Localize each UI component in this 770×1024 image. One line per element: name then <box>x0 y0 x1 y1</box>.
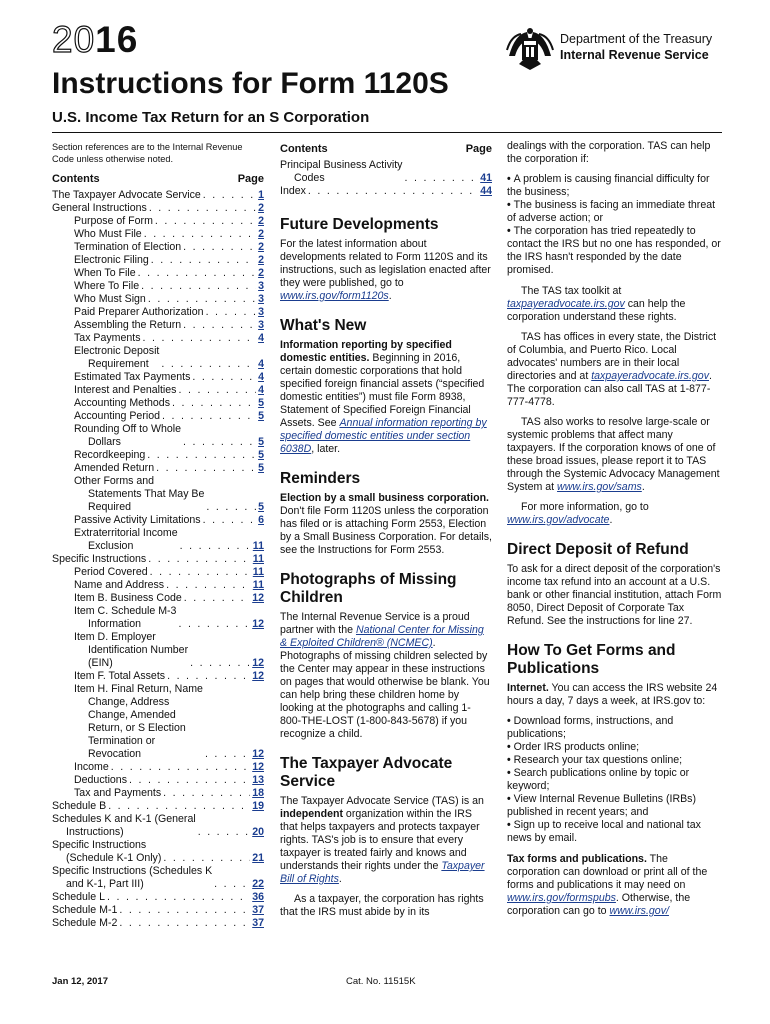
toc-entry-title: Tax Payments <box>74 332 141 344</box>
toc-entry[interactable] <box>52 319 264 332</box>
toc-leader <box>203 514 257 527</box>
toc-entry-title: Specific Instructions <box>52 553 147 565</box>
tas-help-list <box>507 173 722 277</box>
toc-page-link[interactable]: 2 <box>258 267 264 279</box>
toc-page-link[interactable]: 12 <box>252 761 264 773</box>
toc-entry[interactable] <box>52 228 264 241</box>
agency-block <box>560 31 712 63</box>
toc-intro: Section references are to the Internal Revenue Code unless otherwise noted. <box>52 142 243 164</box>
toc-leader <box>172 397 256 410</box>
list-item: • Research your tax questions online; <box>507 754 722 767</box>
toc-entry[interactable] <box>52 904 264 917</box>
toc-entry-title: Schedule B <box>52 800 107 812</box>
toc-leader <box>163 852 250 865</box>
toc-page-link[interactable]: 4 <box>258 371 264 383</box>
toc-entry[interactable] <box>52 332 264 345</box>
toc-leader <box>155 215 256 228</box>
taxpayer-advocate-link-2[interactable]: taxpayeradvocate.irs.gov <box>591 370 709 382</box>
toc-entry[interactable] <box>52 449 264 462</box>
list-item: • Download forms, instructions, and publications; <box>507 715 722 741</box>
toc-entry-title: Item B. Business Code <box>74 592 182 604</box>
document-subtitle: U.S. Income Tax Return for an S Corporation <box>52 109 370 126</box>
toc-entry-title: Name and Address <box>74 579 165 591</box>
toc-entry[interactable] <box>52 631 264 670</box>
toc-leader <box>161 358 256 371</box>
reminders-heading: Reminders <box>280 470 361 487</box>
toc-entry-title: General Instructions <box>52 202 147 214</box>
toc-entry-title: Item F. Total Assets <box>74 670 166 682</box>
toc-entry-title: Where To File <box>74 280 140 292</box>
list-item: • Sign up to receive local and national tax news by email. <box>507 819 722 845</box>
toc-leader <box>178 384 256 397</box>
tas-more-info: For more information, go to www.irs.gov/advocate. <box>507 501 649 526</box>
toc-list-continued <box>280 159 492 198</box>
toc-entry[interactable] <box>52 475 264 514</box>
list-item: • View Internal Revenue Bulletins (IRBs) published in recent years; and <box>507 793 722 819</box>
toc-entry-title: Schedule M-1 <box>52 904 118 916</box>
taxpayer-advocate-heading: The Taxpayer Advocate Service <box>280 755 453 790</box>
toc-page-link[interactable]: 6 <box>258 514 264 526</box>
agency-irs: Internal Revenue Service <box>560 48 709 62</box>
toc-page-link[interactable]: 22 <box>252 878 264 890</box>
toc-heading-page: Page <box>237 173 264 185</box>
toc-entry-title: Interest and Penalties <box>74 384 177 396</box>
forms-pubs-text: Tax forms and publications. The corporation can download or print all of the forms and publications it may need on www.irs.gov/formspubs. Otherwise, the corporation can go to www.irs.gov/ <box>507 853 708 917</box>
toc-entry[interactable] <box>280 185 492 198</box>
toc-entry[interactable] <box>280 159 492 185</box>
column-2 <box>280 142 492 926</box>
whats-new-text: Information reporting by specified domestic entities. Beginning in 2016, certain domestic corporations that hold specified foreign financial assets (“specified domestic entities”) must file Form 8938, Statement of Specified Foreign Financial Assets. See Annual information reporting by specified domestic entities under section 6038D, later. <box>280 339 487 455</box>
toc-entry-title: Item C. Schedule M-3 Information <box>74 605 177 630</box>
toc-entry-title: Deductions <box>74 774 127 786</box>
toc-leader <box>138 267 256 280</box>
toc-entry[interactable] <box>52 579 264 592</box>
toc-leader <box>143 332 257 345</box>
future-developments-text: For the latest information about developments related to Form 1120S and its instructions, such as legislation enacted after they were published, go to www.irs.gov/form1120s. <box>280 238 491 302</box>
toc-entry[interactable] <box>52 345 264 371</box>
toc-entry-title: Index <box>280 185 306 197</box>
footer-date: Jan 12, 2017 <box>52 976 108 987</box>
reminders-text: Election by a small business corporation. Don't file Form 1120S unless the corporation has filed or is attaching Form 2553, Election by a Small Business Corporation. For details, see the Instructions for Form 2553. <box>280 492 492 556</box>
toc-entry-title: Period Covered <box>74 566 148 578</box>
toc-page-link[interactable]: 1 <box>258 189 264 201</box>
toc-leader <box>148 553 251 566</box>
taxpayer-advocate-rights: As a taxpayer, the corporation has rights that the IRS must abide by in its <box>280 893 484 918</box>
toc-entry[interactable] <box>52 839 264 865</box>
direct-deposit-text: To ask for a direct deposit of the corporation's income tax refund into an account at a U.S. bank or other financial institution, attach Form 8050, Direct Deposit of Corporate Tax Refund. See the instructions for line 27. <box>507 563 722 627</box>
internet-text: Internet. You can access the IRS website 24 hours a day, 7 days a week, at IRS.gov to: <box>507 682 718 707</box>
toc-entry-title: Specific Instructions (Schedules K and K-1, Part III) <box>52 865 213 890</box>
toc-heading-page: Page <box>465 143 492 155</box>
toc-page-link[interactable]: 4 <box>258 358 264 370</box>
footer-cat-number: Cat. No. 11515K <box>346 976 416 987</box>
toc-page-link[interactable]: 21 <box>252 852 264 864</box>
toc-entry-title: Who Must File <box>74 228 142 240</box>
toc-page-link[interactable]: 4 <box>258 384 264 396</box>
toc-entry-title: Who Must Sign <box>74 293 146 305</box>
list-item: • Search publications online by topic or keyword; <box>507 767 722 793</box>
toc-page-link[interactable]: 18 <box>252 787 264 799</box>
toc-leader <box>206 306 257 319</box>
toc-entry[interactable] <box>52 306 264 319</box>
toc-page-link[interactable]: 5 <box>258 410 264 422</box>
toc-entry[interactable] <box>52 397 264 410</box>
toc-leader <box>149 202 256 215</box>
toc-leader <box>192 371 256 384</box>
toc-page-link[interactable]: 2 <box>258 215 264 227</box>
toc-page-link[interactable]: 2 <box>258 254 264 266</box>
toc-entry-title: Income <box>74 761 109 773</box>
toc-leader <box>206 501 256 514</box>
toc-entry[interactable] <box>52 371 264 384</box>
toc-page-link[interactable]: 2 <box>258 228 264 240</box>
toc-entry-title: Schedules K and K-1 (General Instructions) <box>52 813 196 838</box>
toc-leader <box>129 774 250 787</box>
toc-leader <box>107 891 250 904</box>
missing-children-text: The Internal Revenue Service is a proud partner with the National Center for Missing & Exploited Children® (NCMEC). Photographs of missing children selected by the Center may appear in these instructions on pages that would otherwise be blank. You can help bring these children home by looking at the photographs and calling 1-800-THE-LOST (1-800-843-5678) if you recognize a child. <box>280 611 490 740</box>
toc-entry[interactable] <box>52 605 264 631</box>
toc-heading-continued <box>280 142 492 156</box>
toc-entry-title: Principal Business Activity Codes <box>280 159 403 184</box>
toc-entry-title: Purpose of Form <box>74 215 153 227</box>
column-1 <box>52 142 264 930</box>
direct-deposit-heading: Direct Deposit of Refund <box>507 541 689 558</box>
toc-entry[interactable] <box>52 800 264 813</box>
toc-entry[interactable] <box>52 761 264 774</box>
toc-entry-title: Schedule L <box>52 891 106 903</box>
get-forms-heading: How To Get Forms and Publications <box>507 642 676 677</box>
list-item: • A problem is causing financial difficulty for the business; <box>507 173 722 199</box>
toc-leader <box>184 592 250 605</box>
toc-leader <box>119 904 250 917</box>
toc-page-link[interactable]: 41 <box>480 172 492 184</box>
toc-leader <box>183 241 256 254</box>
toc-page-link[interactable]: 12 <box>252 670 264 682</box>
toc-leader <box>183 436 256 449</box>
internet-list <box>507 715 722 845</box>
toc-leader <box>214 878 250 891</box>
toc-leader <box>147 449 256 462</box>
toc-entry[interactable] <box>52 215 264 228</box>
toc-page-link[interactable]: 3 <box>258 293 264 305</box>
toc-leader <box>167 670 250 683</box>
toc-page-link[interactable]: 2 <box>258 202 264 214</box>
taxpayer-advocate-text: The Taxpayer Advocate Service (TAS) is an independent organization within the IRS that helps taxpayers and protects taxpayer rights. TAS's job is to ensure that every taxpayer is treated fairly and knows and understands their rights under the Taxpayer Bill of Rights. <box>280 795 485 885</box>
toc-leader <box>111 761 250 774</box>
tas-systemic: TAS also works to resolve large-scale or systemic problems that affect many taxpayers. If the corporation knows of one of these broad issues, please report it to TAS through the Systemic Advocacy Management System at www.irs.gov/sams. <box>507 416 720 493</box>
toc-page-link[interactable]: 5 <box>258 449 264 461</box>
toc-leader <box>119 917 250 930</box>
toc-heading-contents: Contents <box>280 143 328 155</box>
toc-entry-title: Item D. Employer Identification Number (EIN) <box>74 631 189 669</box>
toc-leader <box>150 566 251 579</box>
bill-of-rights-link[interactable]: Taxpayer Bill of Rights <box>280 860 485 885</box>
toc-page-link[interactable]: 3 <box>258 280 264 292</box>
form1120s-link[interactable]: www.irs.gov/form1120s <box>280 290 389 302</box>
tax-year <box>52 20 138 60</box>
toc-page-link[interactable]: 12 <box>252 618 264 630</box>
toc-entry[interactable] <box>52 254 264 267</box>
toc-entry[interactable] <box>52 774 264 787</box>
toc-page-link[interactable]: 11 <box>252 540 264 552</box>
toc-entry[interactable] <box>52 293 264 306</box>
toc-heading <box>52 172 264 186</box>
toc-entry[interactable] <box>52 917 264 930</box>
toc-leader <box>203 189 256 202</box>
toc-entry[interactable] <box>52 241 264 254</box>
toc-entry[interactable] <box>52 787 264 800</box>
toc-entry[interactable] <box>52 410 264 423</box>
toc-page-link[interactable]: 5 <box>258 501 264 513</box>
toc-entry[interactable] <box>52 189 264 202</box>
toc-entry-title: When To File <box>74 267 136 279</box>
toc-page-link[interactable]: 5 <box>258 397 264 409</box>
toc-entry[interactable] <box>52 592 264 605</box>
toc-leader <box>156 462 256 475</box>
toc-entry[interactable] <box>52 670 264 683</box>
toc-leader <box>178 618 250 631</box>
tax-year-bold: 16 <box>95 19 139 60</box>
toc-entry-title: Passive Activity Limitations <box>74 514 201 526</box>
tas-continued: dealings with the corporation. TAS can help the corporation if: <box>507 140 711 165</box>
toc-entry-title: Electronic Deposit Requirement <box>74 345 160 370</box>
toc-entry[interactable] <box>52 267 264 280</box>
toc-page-link[interactable]: 12 <box>252 657 264 669</box>
toc-entry-title: Estimated Tax Payments <box>74 371 191 383</box>
toc-entry-title: Amended Return <box>74 462 155 474</box>
agency-department: Department of the Treasury <box>560 32 713 46</box>
formspubs-link[interactable]: www.irs.gov/formspubs <box>507 892 616 904</box>
toc-entry-title: Specific Instructions (Schedule K-1 Only) <box>52 839 162 864</box>
toc-page-link[interactable]: 11 <box>252 553 264 565</box>
list-item: • The corporation has tried repeatedly to contact the IRS but no one has responded, or the IRS hasn't responded by the date promised. <box>507 225 722 277</box>
toc-page-link[interactable]: 12 <box>252 592 264 604</box>
toc-page-link[interactable]: 36 <box>252 891 264 903</box>
toc-leader <box>148 293 256 306</box>
toc-page-link[interactable]: 44 <box>480 185 492 197</box>
toc-entry-title: Accounting Period <box>74 410 160 422</box>
header-rule <box>52 132 722 133</box>
toc-leader <box>141 280 256 293</box>
toc-entry[interactable] <box>52 813 264 839</box>
whats-new-heading: What's New <box>280 317 367 334</box>
toc-entry[interactable] <box>52 280 264 293</box>
toc-entry-title: Extraterritorial Income Exclusion <box>74 527 178 552</box>
toc-heading-contents: Contents <box>52 173 100 185</box>
toc-page-link[interactable]: 13 <box>252 774 264 786</box>
toc-entry[interactable] <box>52 202 264 215</box>
toc-leader <box>404 172 478 185</box>
toc-entry-title: Recordkeeping <box>74 449 146 461</box>
toc-leader <box>180 540 251 553</box>
toc-page-link[interactable]: 12 <box>252 748 264 760</box>
toc-page-link[interactable]: 5 <box>258 436 264 448</box>
toc-entry[interactable] <box>52 553 264 566</box>
toc-entry[interactable] <box>52 384 264 397</box>
toc-page-link[interactable]: 4 <box>258 332 264 344</box>
toc-entry[interactable] <box>52 566 264 579</box>
toc-entry-title: Paid Preparer Authorization <box>74 306 204 318</box>
toc-leader <box>198 826 251 839</box>
toc-page-link[interactable]: 37 <box>252 904 264 916</box>
toc-entry-title: Rounding Off to Whole Dollars <box>74 423 181 448</box>
toc-page-link[interactable]: 3 <box>258 319 264 331</box>
toc-leader <box>108 800 250 813</box>
toc-entry-title: Termination of Election <box>74 241 182 253</box>
toc-leader <box>190 657 250 670</box>
tas-offices: TAS has offices in every state, the District of Columbia, and Puerto Rico. Local advocates' numbers are in their local directories and at taxpayeradvocate.irs.gov. The corporation can also call TAS at 1-877-777-4778. <box>507 331 717 408</box>
list-item: • The business is facing an immediate threat of adverse action; or <box>507 199 722 225</box>
treasury-eagle-seal-icon <box>505 26 555 70</box>
toc-entry[interactable] <box>52 891 264 904</box>
document-title: Instructions for Form 1120S <box>52 67 449 100</box>
column-3 <box>507 142 722 925</box>
tax-year-outline: 20 <box>52 19 96 60</box>
toc-leader <box>151 254 256 267</box>
toc-entry[interactable] <box>52 462 264 475</box>
toc-entry[interactable] <box>52 423 264 449</box>
sams-link[interactable]: www.irs.gov/sams <box>557 481 642 493</box>
toc-entry-title: Accounting Methods <box>74 397 170 409</box>
toc-entry-title: Schedule M-2 <box>52 917 118 929</box>
toc-entry[interactable] <box>52 527 264 553</box>
missing-children-heading: Photographs of Missing Children <box>280 571 457 606</box>
toc-page-link[interactable]: 20 <box>252 826 264 838</box>
toc-leader <box>163 787 250 800</box>
toc-list <box>52 189 264 930</box>
toc-page-link[interactable]: 37 <box>252 917 264 929</box>
list-item: • Order IRS products online; <box>507 741 722 754</box>
toc-leader <box>144 228 256 241</box>
toc-entry-title: Other Forms and Statements That May Be Required <box>74 475 205 513</box>
toc-leader <box>308 185 478 198</box>
toc-page-link[interactable]: 3 <box>258 306 264 318</box>
advocate-link[interactable]: www.irs.gov/advocate <box>507 514 610 526</box>
toc-leader <box>166 579 251 592</box>
future-developments-heading: Future Developments <box>280 216 439 233</box>
toc-entry[interactable] <box>52 514 264 527</box>
toc-page-link[interactable]: 2 <box>258 241 264 253</box>
toc-entry-title: The Taxpayer Advocate Service <box>52 189 201 201</box>
toc-entry-title: Item H. Final Return, Name Change, Address Change, Amended Return, or S Election Termination or Revocation <box>74 683 203 760</box>
toc-entry-title: Assembling the Return <box>74 319 182 331</box>
toc-page-link[interactable]: 11 <box>252 579 264 591</box>
tas-toolkit: The TAS tax toolkit at taxpayeradvocate.irs.gov can help the corporation understand these rights. <box>507 285 686 323</box>
toc-entry[interactable] <box>52 683 264 761</box>
irs-link[interactable]: www.irs.gov/ <box>609 905 669 917</box>
annual-reporting-link[interactable]: Annual information reporting by specified domestic entities under section 6038D <box>280 417 487 455</box>
ncmec-link[interactable]: National Center for Missing & Exploited Children® (NCMEC) <box>280 624 484 649</box>
toc-entry[interactable] <box>52 865 264 891</box>
toc-entry-title: Electronic Filing <box>74 254 149 266</box>
taxpayer-advocate-link[interactable]: taxpayeradvocate.irs.gov <box>507 298 625 310</box>
toc-leader <box>205 748 250 761</box>
toc-page-link[interactable]: 11 <box>252 566 264 578</box>
toc-page-link[interactable]: 5 <box>258 462 264 474</box>
toc-page-link[interactable]: 19 <box>252 800 264 812</box>
toc-leader <box>183 319 256 332</box>
toc-entry-title: Tax and Payments <box>74 787 162 799</box>
toc-leader <box>162 410 256 423</box>
